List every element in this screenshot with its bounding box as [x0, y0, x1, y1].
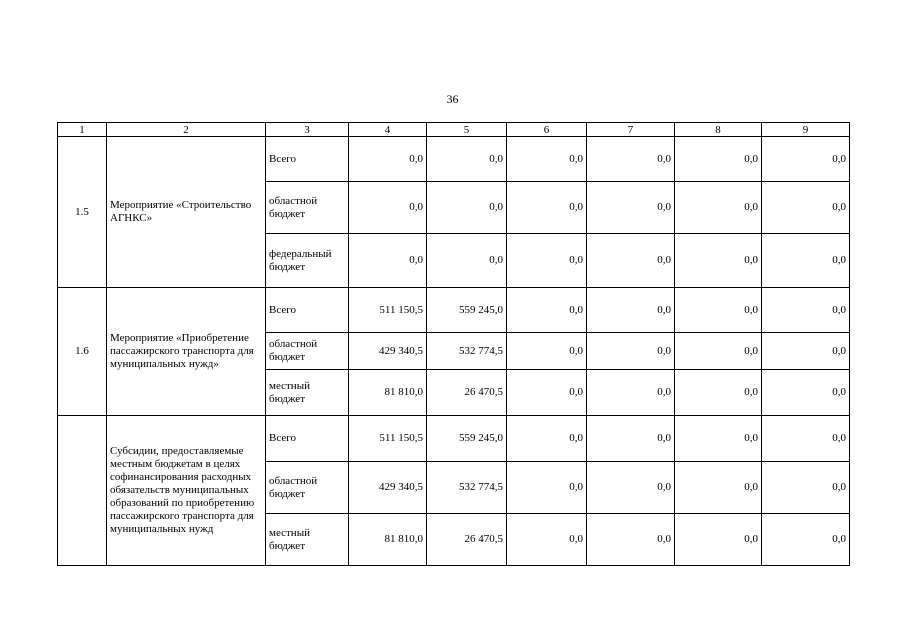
value-cell: 0,0	[675, 370, 762, 416]
column-header: 8	[675, 123, 762, 137]
value-cell: 0,0	[762, 462, 850, 514]
funding-source: Всего	[266, 137, 349, 182]
value-cell: 0,0	[507, 370, 587, 416]
value-cell: 0,0	[349, 234, 427, 288]
item-number: 1.6	[58, 288, 107, 416]
value-cell: 0,0	[675, 234, 762, 288]
value-cell: 0,0	[507, 462, 587, 514]
value-cell: 0,0	[762, 514, 850, 566]
column-header: 5	[427, 123, 507, 137]
value-cell: 0,0	[675, 416, 762, 462]
value-cell: 0,0	[587, 234, 675, 288]
value-cell: 559 245,0	[427, 416, 507, 462]
value-cell: 559 245,0	[427, 288, 507, 333]
value-cell: 0,0	[675, 137, 762, 182]
funding-source: Всего	[266, 288, 349, 333]
funding-source: областной бюджет	[266, 462, 349, 514]
value-cell: 0,0	[587, 288, 675, 333]
table-row	[58, 416, 850, 462]
value-cell: 0,0	[349, 182, 427, 234]
value-cell: 532 774,5	[427, 333, 507, 370]
value-cell: 0,0	[675, 462, 762, 514]
value-cell: 0,0	[427, 182, 507, 234]
value-cell: 0,0	[587, 514, 675, 566]
value-cell: 532 774,5	[427, 462, 507, 514]
value-cell: 0,0	[762, 137, 850, 182]
value-cell: 0,0	[507, 288, 587, 333]
value-cell: 81 810,0	[349, 370, 427, 416]
value-cell: 26 470,5	[427, 514, 507, 566]
value-cell: 511 150,5	[349, 416, 427, 462]
item-name: Мероприятие «Приобретение пассажирского транспорта для муниципальных нужд»	[107, 288, 266, 416]
funding-source: областной бюджет	[266, 333, 349, 370]
value-cell: 0,0	[762, 234, 850, 288]
funding-source: федеральный бюджет	[266, 234, 349, 288]
column-header: 9	[762, 123, 850, 137]
value-cell: 0,0	[507, 137, 587, 182]
value-cell: 0,0	[587, 333, 675, 370]
item-name: Мероприятие «Строительство АГНКС»	[107, 137, 266, 288]
table-row	[58, 288, 850, 333]
value-cell: 0,0	[675, 514, 762, 566]
value-cell: 0,0	[427, 234, 507, 288]
header-row	[58, 123, 850, 137]
item-number	[58, 416, 107, 566]
value-cell: 0,0	[675, 333, 762, 370]
column-header: 1	[58, 123, 107, 137]
value-cell: 0,0	[507, 333, 587, 370]
value-cell: 429 340,5	[349, 333, 427, 370]
value-cell: 0,0	[507, 416, 587, 462]
funding-source: областной бюджет	[266, 182, 349, 234]
value-cell: 0,0	[587, 416, 675, 462]
page-number: 36	[446, 92, 459, 106]
column-header: 3	[266, 123, 349, 137]
value-cell: 0,0	[587, 462, 675, 514]
budget-table	[57, 122, 850, 566]
value-cell: 0,0	[762, 370, 850, 416]
item-name: Субсидии, предоставляемые местным бюджетам в целях софинансирования расходных обязательств муниципальных образований по приобретению пассажирского транспорта для муниципальных нужд	[107, 416, 266, 566]
funding-source: местный бюджет	[266, 370, 349, 416]
table-row	[58, 137, 850, 182]
item-number: 1.5	[58, 137, 107, 288]
value-cell: 26 470,5	[427, 370, 507, 416]
value-cell: 0,0	[587, 370, 675, 416]
funding-source: местный бюджет	[266, 514, 349, 566]
value-cell: 0,0	[762, 416, 850, 462]
value-cell: 0,0	[675, 182, 762, 234]
column-header: 4	[349, 123, 427, 137]
value-cell: 0,0	[587, 182, 675, 234]
value-cell: 0,0	[507, 182, 587, 234]
value-cell: 0,0	[507, 234, 587, 288]
column-header: 6	[507, 123, 587, 137]
value-cell: 0,0	[762, 182, 850, 234]
column-header: 7	[587, 123, 675, 137]
value-cell: 0,0	[762, 333, 850, 370]
value-cell: 0,0	[762, 288, 850, 333]
funding-source: Всего	[266, 416, 349, 462]
value-cell: 0,0	[507, 514, 587, 566]
value-cell: 429 340,5	[349, 462, 427, 514]
value-cell: 511 150,5	[349, 288, 427, 333]
value-cell: 0,0	[587, 137, 675, 182]
value-cell: 0,0	[427, 137, 507, 182]
column-header: 2	[107, 123, 266, 137]
value-cell: 81 810,0	[349, 514, 427, 566]
value-cell: 0,0	[675, 288, 762, 333]
value-cell: 0,0	[349, 137, 427, 182]
